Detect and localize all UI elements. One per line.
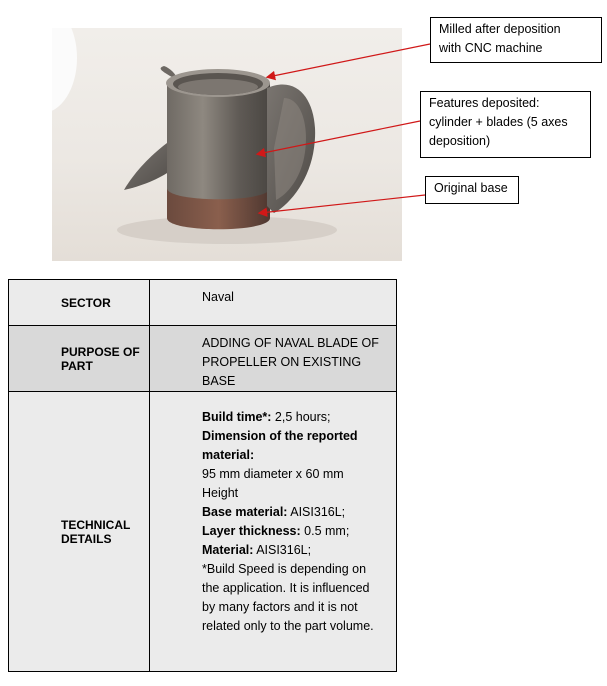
callout-features-line-2: cylinder + blades (5 axes xyxy=(429,115,568,129)
purpose-label-line-1: PURPOSE OF xyxy=(61,344,140,359)
technical-label-line-1: TECHNICAL xyxy=(61,517,131,532)
detail-line: the application. It is influenced xyxy=(202,581,370,595)
callout-original-base xyxy=(425,176,519,204)
purpose-value-line-2: PROPELLER ON EXISTING BASE xyxy=(202,355,362,388)
sector-value-cell xyxy=(150,280,397,326)
technical-label xyxy=(9,392,150,672)
callout-features-line-1: Features deposited: xyxy=(429,96,540,110)
propeller-image xyxy=(52,28,402,261)
detail-line: material: xyxy=(202,448,255,462)
sector-label xyxy=(9,280,150,326)
propeller-photo xyxy=(52,28,402,261)
row-purpose xyxy=(9,326,397,392)
sector-value: Naval xyxy=(202,290,234,304)
sector-label-text: SECTOR xyxy=(61,295,111,310)
callout-features-line-3: deposition) xyxy=(429,134,491,148)
callout-milled xyxy=(430,17,602,63)
detail-line: Dimension of the reported xyxy=(202,429,358,443)
technical-details-cell xyxy=(150,392,397,672)
row-technical xyxy=(9,392,397,672)
purpose-value-line-1: ADDING OF NAVAL BLADE OF xyxy=(202,336,379,350)
spec-table xyxy=(8,279,397,672)
detail-line: Base material: AISI316L; xyxy=(202,505,346,519)
detail-line: by many factors and it is not xyxy=(202,600,358,614)
purpose-label xyxy=(9,326,150,392)
purpose-label-line-2: PART xyxy=(61,358,93,373)
detail-line: Build time*: 2,5 hours; xyxy=(202,410,331,424)
callout-features xyxy=(420,91,591,158)
row-sector xyxy=(9,280,397,326)
detail-line: Layer thickness: 0.5 mm; xyxy=(202,524,350,538)
detail-line: *Build Speed is depending on xyxy=(202,562,367,576)
detail-line: Height xyxy=(202,486,239,500)
detail-line: Material: AISI316L; xyxy=(202,543,312,557)
purpose-value-cell xyxy=(150,326,397,392)
callout-milled-line-2: with CNC machine xyxy=(439,41,543,55)
callout-base-line-1: Original base xyxy=(434,181,508,195)
callout-milled-line-1: Milled after deposition xyxy=(439,22,561,36)
technical-label-line-2: DETAILS xyxy=(61,531,112,546)
detail-line: related only to the part volume. xyxy=(202,619,374,633)
detail-line: 95 mm diameter x 60 mm xyxy=(202,467,344,481)
